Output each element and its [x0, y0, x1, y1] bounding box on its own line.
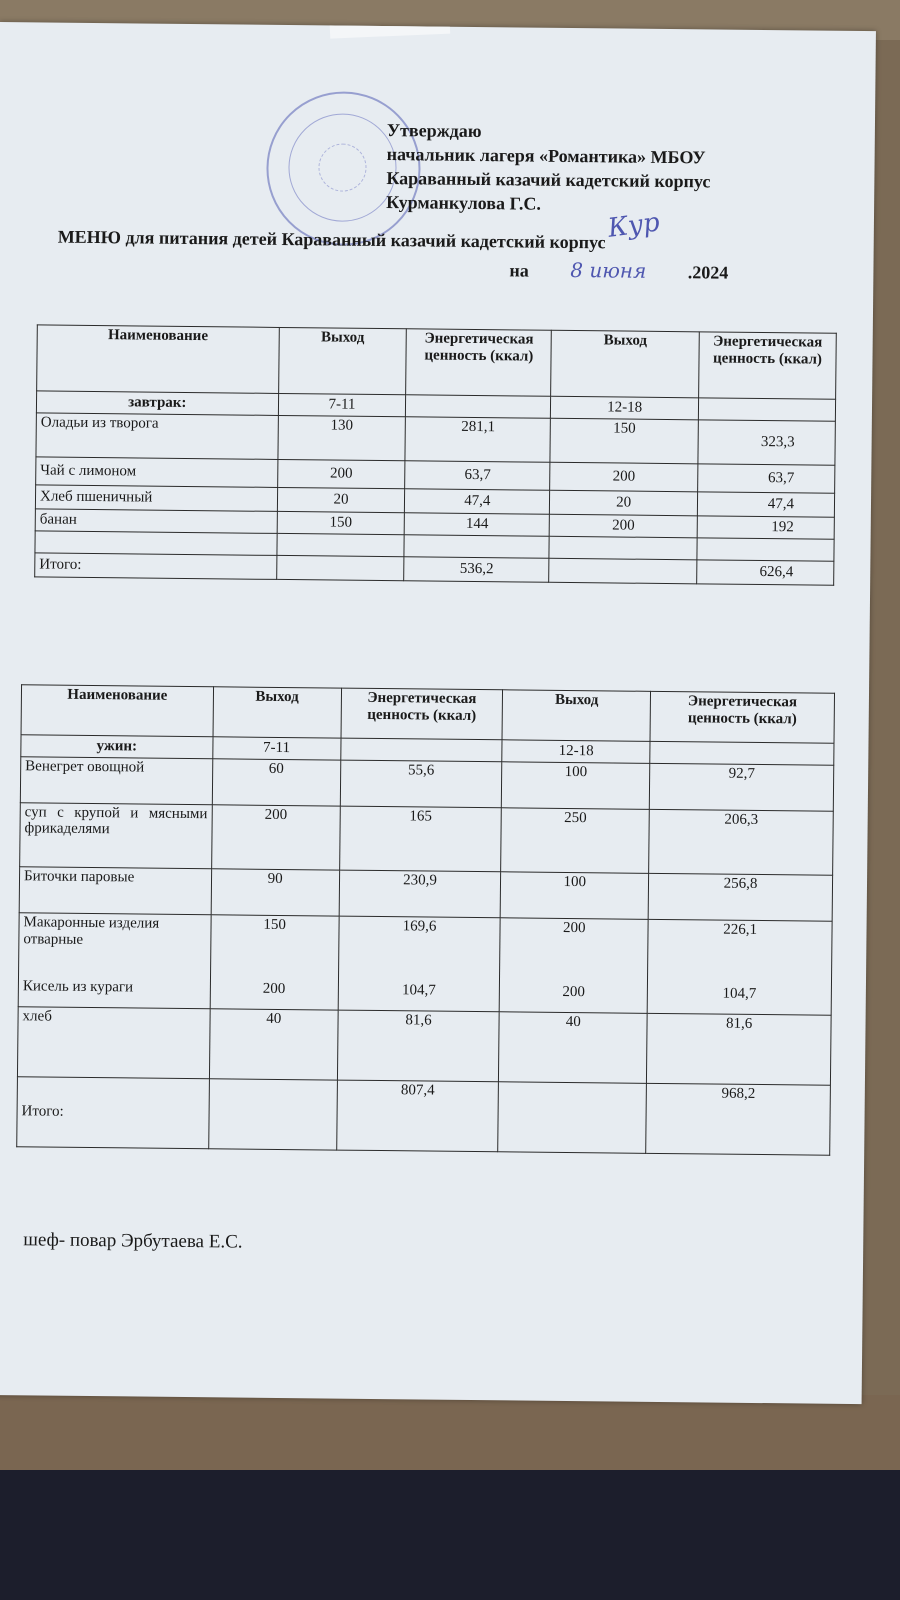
menu-document: [0, 22, 876, 1404]
dish-name: Макаронные изделия отварные: [23, 914, 160, 948]
header-name: Наименование: [21, 685, 213, 737]
chef-signature-line: шеф- повар Эрбутаева Е.С.: [23, 1229, 243, 1253]
header-energy: Энергетическая ценность (ккал): [341, 688, 503, 740]
table-row: Хлеб пшеничный 20 47,4 20 47,4: [35, 485, 834, 517]
approval-line: Утверждаю: [386, 120, 482, 142]
age-group: 7-11: [278, 393, 406, 416]
total-label: Итого:: [17, 1077, 209, 1149]
dish-name: Венегрет овощной: [20, 757, 212, 805]
total-value: 536,2: [404, 557, 549, 583]
age-group: 12-18: [551, 396, 699, 420]
dinner-table: [16, 684, 835, 1155]
age-group: 12-18: [502, 740, 650, 764]
table-row: Венегрет овощной 60 55,6 100 92,7: [20, 757, 833, 812]
dish-name: Биточки паровые: [19, 867, 211, 915]
breakfast-table: [34, 324, 837, 585]
dish-name: Чай с лимоном: [36, 457, 278, 488]
menu-date: [509, 257, 728, 283]
approval-block: [386, 118, 711, 217]
total-value: 807,4: [336, 1080, 499, 1152]
age-group: 7-11: [213, 737, 341, 760]
total-value: 968,2: [646, 1083, 831, 1155]
table-header-row: [37, 325, 837, 399]
header-output: Выход: [213, 687, 341, 738]
header-output: Выход: [551, 330, 699, 398]
meal-label: завтрак:: [36, 391, 278, 416]
table-header-row: [21, 685, 834, 744]
table-row: суп с крупой и мясными фрикаделями 200 165 250 206,3: [20, 803, 834, 876]
dish-name: Кисель из кураги: [22, 978, 134, 996]
date-prefix: на: [509, 260, 529, 281]
dish-name: суп с крупой и мясными фрикаделями: [20, 803, 212, 869]
table-row: Чай с лимоном 200 63,7 200 63,7: [36, 457, 835, 493]
header-name: Наименование: [37, 325, 279, 394]
total-value: 626,4: [697, 560, 834, 585]
approval-organization: Караванный казачий кадетский корпус: [386, 168, 711, 192]
dish-name: Оладьи из творога: [36, 413, 278, 460]
header-output: Выход: [502, 690, 650, 742]
table-row: Оладьи из творога 130 281,1 150 323,3: [36, 413, 835, 465]
page-title: МЕНЮ для питания детей Караванный казачий кадетский корпус: [57, 226, 606, 253]
table-row: банан 150 144 200 192: [35, 509, 834, 539]
header-output: Выход: [278, 327, 406, 394]
dish-name: хлеб: [17, 1007, 209, 1079]
table-row: Биточки паровые 90 230,9 100 256,8: [19, 867, 832, 922]
approval-position: начальник лагеря «Романтика» МБОУ: [386, 144, 706, 168]
header-energy: Энергетическая ценность (ккал): [406, 329, 552, 397]
table-row: хлеб 40 81,6 40 81,6: [17, 1007, 831, 1086]
approval-signer: Курманкулова Г.С.: [386, 192, 542, 214]
total-row: [17, 1077, 831, 1156]
header-energy: Энергетическая ценность (ккал): [650, 691, 834, 743]
table-row: Макаронные изделия отварные Кисель из кураги 150 200 169,6 104,7 200 200 226,1 104,7: [18, 913, 832, 1016]
handwritten-date: 8 июня: [570, 257, 647, 283]
floor-background: [0, 1470, 900, 1600]
header-energy: Энергетическая ценность (ккал): [699, 332, 837, 399]
meal-label: ужин:: [21, 735, 213, 759]
dish-name: Хлеб пшеничный: [35, 485, 277, 512]
dish-name: банан: [35, 509, 277, 534]
handwritten-signature: Кур: [606, 207, 662, 244]
total-label: Итого:: [35, 553, 277, 580]
date-year: .2024: [687, 262, 729, 283]
